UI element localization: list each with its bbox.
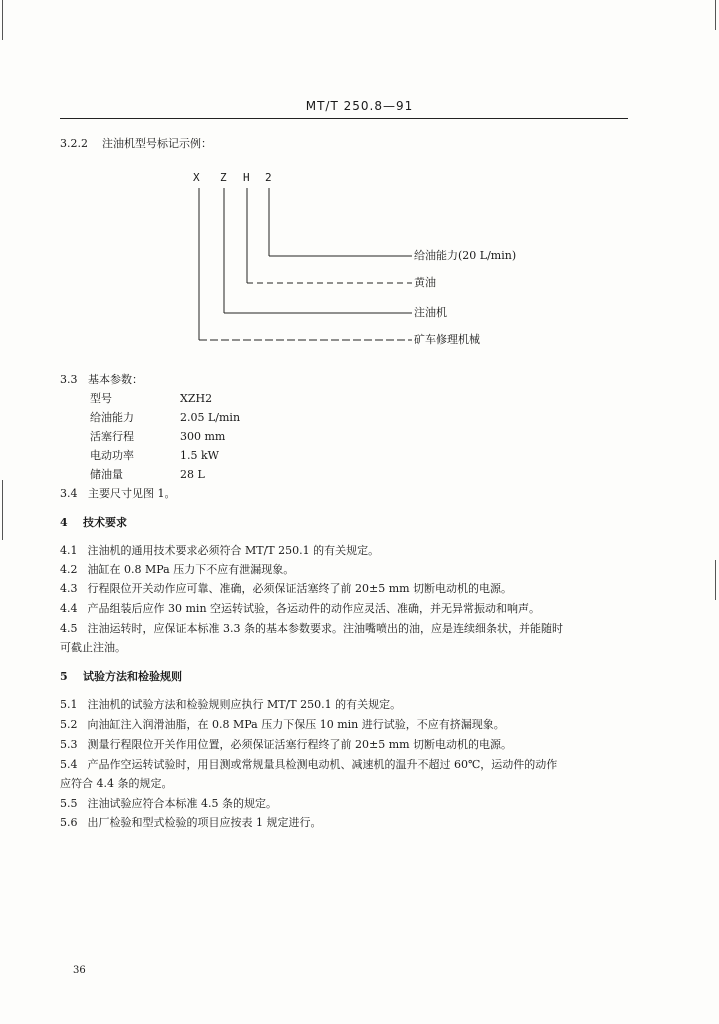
callout-machinery: 矿车修理机械 xyxy=(414,333,480,346)
model-designation-diagram xyxy=(0,0,719,360)
clause-4-3 xyxy=(60,580,630,598)
section-5-heading xyxy=(60,670,182,684)
clause-text: 出厂检验和型式检验的项目应按表 1 规定进行。 xyxy=(87,816,322,829)
scan-edge-mark xyxy=(2,480,3,540)
clause-5-1 xyxy=(60,696,630,714)
clause-5-2 xyxy=(60,716,630,734)
clause-4-2 xyxy=(60,561,630,579)
scan-edge-mark xyxy=(715,560,716,600)
section-title: 技术要求 xyxy=(82,516,127,529)
clause-4-4 xyxy=(60,600,630,618)
clause-number: 5.1 xyxy=(60,698,78,711)
clause-number: 4.3 xyxy=(60,582,78,595)
page-number: 36 xyxy=(73,965,86,976)
section-number: 5 xyxy=(60,670,68,683)
clause-number: 5.4 xyxy=(60,758,78,771)
clause-text: 油缸在 0.8 MPa 压力下不应有泄漏现象。 xyxy=(87,563,295,576)
clause-text: 产品组装后应作 30 min 空运转试验，各运动件的动作应灵活、准确，并无异常振动和响声。 xyxy=(87,602,541,615)
section-title: 基本参数： xyxy=(88,373,143,386)
clause-text: 注油试验应符合本标准 4.5 条的规定。 xyxy=(87,797,277,810)
param-key: 给油能力 xyxy=(90,411,134,424)
param-row xyxy=(90,468,205,482)
clause-5-4-continuation: 应符合 4.4 条的规定。 xyxy=(60,777,173,790)
section-4-heading xyxy=(60,516,127,530)
clause-text: 产品作空运转试验时，用目测或常规量具检测电动机、减速机的温升不超过 60℃，运动件的动作 xyxy=(87,758,558,771)
param-value: XZH2 xyxy=(180,392,213,405)
clause-number: 4.1 xyxy=(60,544,78,557)
clause-number: 5.5 xyxy=(60,797,78,810)
param-value: 300 mm xyxy=(180,430,226,443)
clause-text: 向油缸注入润滑油脂，在 0.8 MPa 压力下保压 10 min 进行试验，不应有挤漏现象。 xyxy=(87,718,505,731)
section-3-4 xyxy=(60,487,176,501)
clause-text: 注油运转时，应保证本标准 3.3 条的基本参数要求。注油嘴喷出的油，应是连续细条状，并能随时 xyxy=(87,622,563,635)
param-key: 储油量 xyxy=(90,468,123,481)
section-number: 3.2.2 xyxy=(60,137,88,150)
model-letter: 2 xyxy=(265,171,272,184)
param-row xyxy=(90,411,240,425)
model-letter: Z xyxy=(220,171,227,184)
clause-text: 注油机的通用技术要求必须符合 MT/T 250.1 的有关规定。 xyxy=(87,544,380,557)
clause-4-5 xyxy=(60,620,630,638)
param-key: 活塞行程 xyxy=(90,430,134,443)
clause-4-1 xyxy=(60,542,630,560)
page-header: MT/T 250.8—91 xyxy=(305,99,414,113)
callout-grease: 黄油 xyxy=(414,276,436,289)
clause-5-3 xyxy=(60,736,630,754)
section-3-3-heading xyxy=(60,373,143,387)
clause-4-5-continuation: 可截止注油。 xyxy=(60,641,126,654)
param-value: 28 L xyxy=(180,468,205,481)
clause-text: 测量行程限位开关作用位置，必须保证活塞行程终了前 20±5 mm 切断电动机的电源。 xyxy=(87,738,513,751)
param-value: 1.5 kW xyxy=(180,449,219,462)
clause-number: 5.3 xyxy=(60,738,78,751)
param-value: 2.05 L/min xyxy=(180,411,241,424)
clause-number: 5.6 xyxy=(60,816,78,829)
clause-text: 注油机的试验方法和检验规则应执行 MT/T 250.1 的有关规定。 xyxy=(87,698,402,711)
clause-text: 行程限位开关动作应可靠、准确，必须保证活塞终了前 20±5 mm 切断电动机的电源。 xyxy=(87,582,513,595)
param-row xyxy=(90,430,225,444)
section-number: 3.4 xyxy=(60,487,78,500)
section-text: 主要尺寸见图 1。 xyxy=(88,487,176,500)
param-row xyxy=(90,449,219,463)
section-title: 注油机型号标记示例： xyxy=(102,137,212,150)
param-key: 电动功率 xyxy=(90,449,134,462)
clause-number: 4.4 xyxy=(60,602,78,615)
clause-5-6 xyxy=(60,814,630,832)
callout-capacity: 给油能力(20 L/min) xyxy=(414,249,517,262)
section-number: 3.3 xyxy=(60,373,78,386)
section-title: 试验方法和检验规则 xyxy=(82,670,182,683)
clause-number: 4.2 xyxy=(60,563,78,576)
param-row xyxy=(90,392,212,406)
section-number: 4 xyxy=(60,516,68,529)
clause-5-5 xyxy=(60,795,630,813)
callout-injector: 注油机 xyxy=(414,306,447,319)
clause-number: 5.2 xyxy=(60,718,78,731)
model-letter: H xyxy=(243,171,250,184)
clause-number: 4.5 xyxy=(60,622,78,635)
param-key: 型号 xyxy=(90,392,112,405)
model-letter: X xyxy=(193,171,200,184)
clause-5-4 xyxy=(60,756,630,774)
